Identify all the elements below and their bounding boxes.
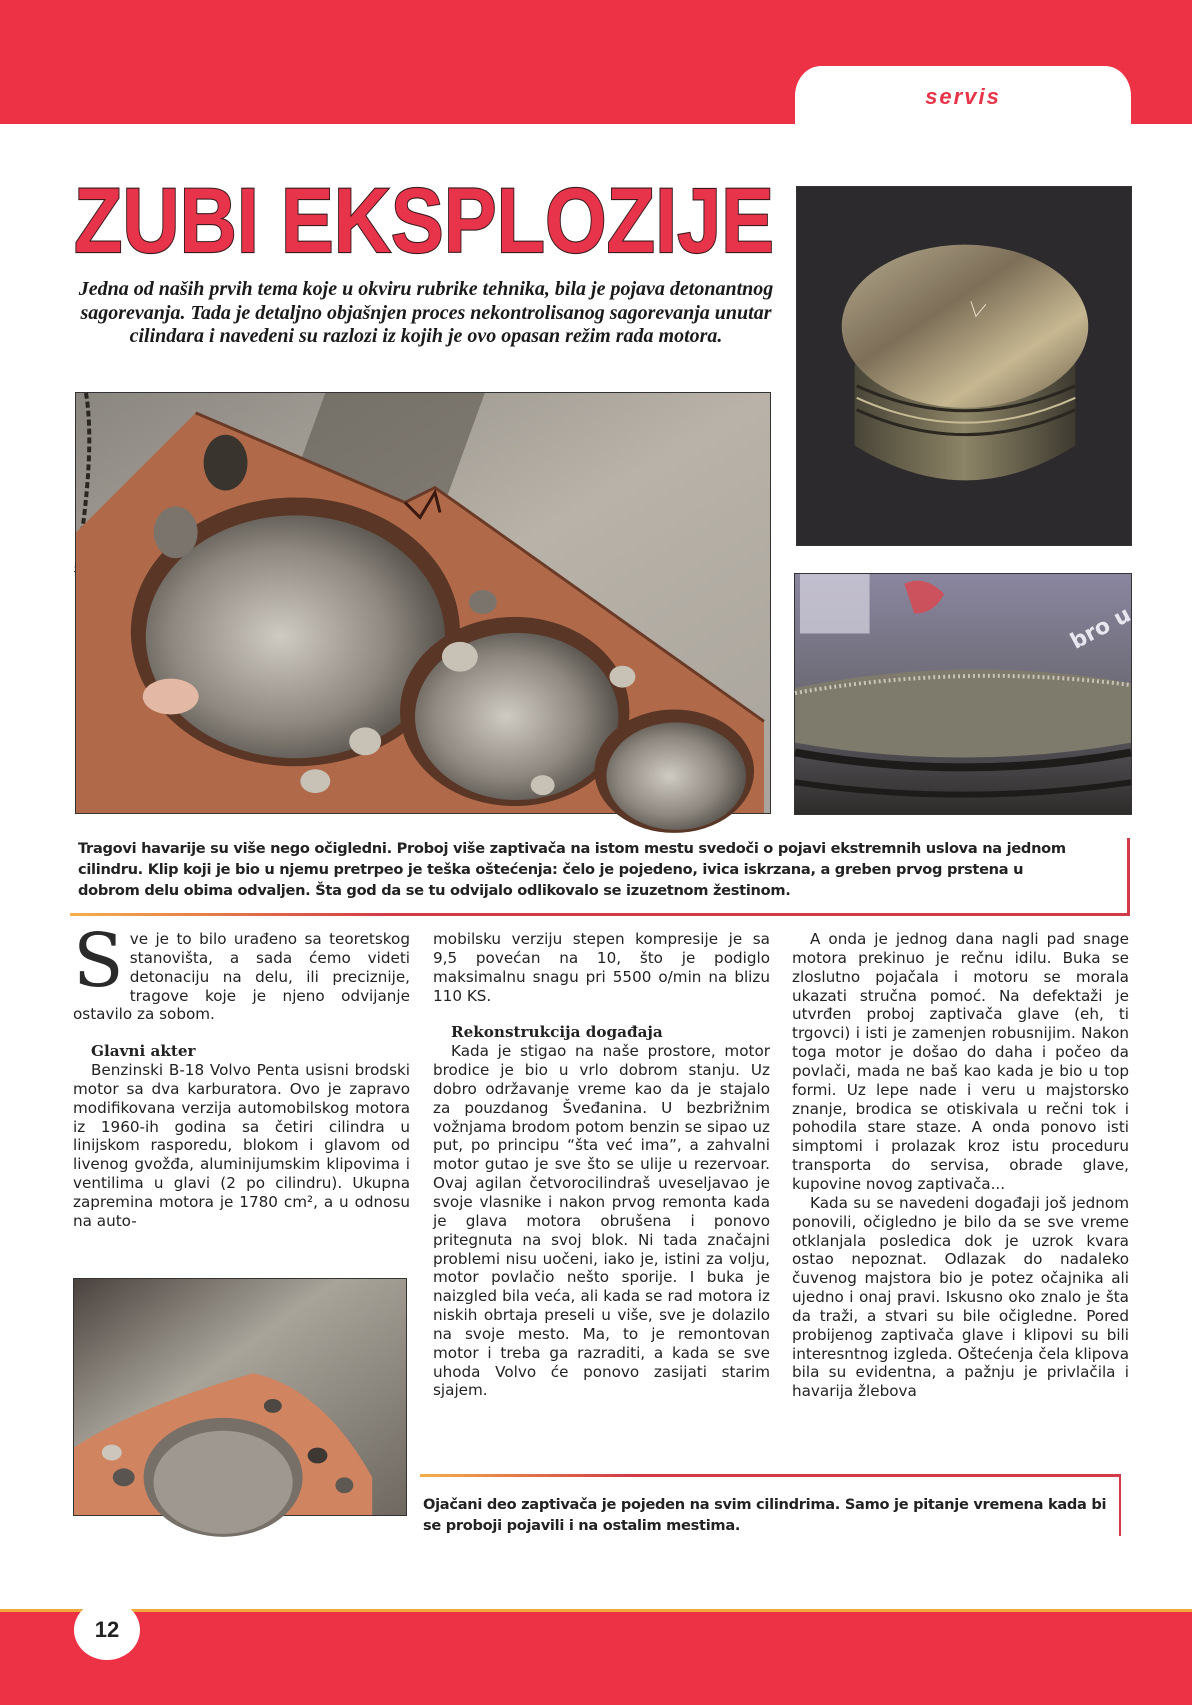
photo-gasket-reinforced-area bbox=[73, 1278, 407, 1516]
photo-head-gasket-damaged bbox=[75, 392, 771, 814]
section-label: servis bbox=[925, 84, 1001, 109]
section-heading-rekonstrukcija: Rekonstrukcija događaja bbox=[451, 1023, 663, 1042]
photo-piston-top bbox=[796, 186, 1132, 546]
photo-piston-crown-damage bbox=[794, 573, 1136, 815]
section-heading-glavni-akter: Glavni akter bbox=[91, 1042, 196, 1061]
photo-caption-main: Tragovi havarije su više nego očigledni. Proboj više zaptivača na istom mestu svedoči o pojavi ekstremnih uslova na jednom cilindru. Klip koji je bio u njemu pretrpeo je teška oštećenja: čelo je pojedeno, ivica iskrzana, a greben prvog prstena u dobrom delu obima odvaljen. Šta god da se tu odvijalo odlikovalo se izuzetnom žestinom. bbox=[78, 840, 1066, 899]
paragraph: Kada su se navedeni događaji još jednom ponovili, očigledno je bilo da se sve vreme otklanjala posledica dok je uzrok kvara ostao nepoznat. Odlazak do nadaleko čuvenog majstora bio je potez očajnika ali ujedno i onaj pravi. Iskusno oko znalo je šta da traži, a stvari su bile očigledne. Pored probijenog zaptivača glave i klipovi su bili interesntnog izgleda. Oštećenja čela klipova bila su evidentna, a pažnju je privlačila i havarija žlebova bbox=[792, 1193, 1129, 1401]
article-title bbox=[70, 170, 778, 272]
footer-band bbox=[0, 1609, 1192, 1705]
article-title-text: ZUBI EKSPLOZIJE bbox=[74, 170, 774, 272]
intro-text: ve je to bilo urađeno sa teoretskog stanovišta, a sada ćemo videti detonaciju na delu, ili preciznije, tragove koje je njeno odvijanje ostavilo za sobom. bbox=[73, 930, 410, 1024]
section-tab bbox=[795, 66, 1131, 128]
paragraph: mobilsku verziju stepen kompresije je sa 9,5 povećan na 10, što je podiglo maksimalnu snagu pri 5500 o/min na blizu 110 KS. bbox=[433, 930, 770, 1005]
paragraph: Benzinski B-18 Volvo Penta usisni brodski motor sa dva karburatora. Ovo je zapravo modifikovana verzija automobilskog motora iz 1960-ih godina sa četiri cilindra u linijskom rasporedu, blokom i glavom od livenog gvožđa, aluminijumskim klipovima i ventilima u glavi (2 po cilindru). Ukupna zapremina motora je 1780 cm², a u odnosu na auto- bbox=[73, 1061, 410, 1230]
paragraph: Kada je stigao na naše prostore, motor brodice je bio u vrlo dobrom stanju. Uz dobro održavanje vreme kao da je stajalo za pouzdanog Šveđanina. U bezbrižnim vožnjama brodom potom benzin se sipao uz put, po principu “šta već ima”, a zahvalni motor gutao je sve što se ulije u rezervoar. Ovaj agilan četvorocilindraš uveseljavao je svoje vlasnike i nakon prvog remonta kada je glava motora obrušena i ponovo pritegnuta na svoj blok. Ni tada značajni problemi nisu uočeni, iako je, istini za volju, motor povlačio nešto sporije. I buka je naizgled bila veća, ali kada se rad motora iz niskih obrtaja preseli u više, sve je dolazilo na svoje mesto. Ma, to je remontovan motor i treba ga razraditi, a kada se sve uhoda Volvo će ponovo zasijati starim sjajem. bbox=[433, 1042, 770, 1400]
paragraph: A onda je jednog dana nagli pad snage motora prekinuo je rečnu idilu. Buka se zloslutno pojačala i motoru se morala ukazati stručna pomoć. Na defektaži je utvrđen proboj zaptivača glave (eh, ti trgovci) i isti je zamenjen robusnijim. Nakon toga motor je došao do daha i počeo da povlači, mada ne baš kao kada je bio u top formi. Uz lepe nade i veru u majstorsko znanje, brodica se otiskivala u rečni tok i pohodila stare staze. A onda ponovo isti simptomi i prolazak kroz istu proceduru transporta do servisa, obrade glave, kupovine novog zaptivača... bbox=[792, 930, 1129, 1193]
page-number: 12 bbox=[94, 1617, 120, 1642]
article-column-1 bbox=[73, 918, 410, 1231]
page-number-badge bbox=[74, 1600, 140, 1660]
drop-cap: S bbox=[73, 918, 124, 1004]
article-column-2 bbox=[433, 930, 770, 1400]
article-column-3 bbox=[792, 930, 1129, 1401]
article-lead: Jedna od naših prvih tema koje u okviru rubrike tehnika, bila je pojava detonantnog sagorevanja. Tada je detaljno objašnjen proces nekontrolisanog sagorevanja unutar cilindara i navedeni su razlozi iz kojih je ovo opasan režim rada motora. bbox=[78, 278, 774, 347]
intro-paragraph bbox=[73, 918, 410, 1024]
photo-crown-label: bro u bbox=[1066, 602, 1136, 655]
photo-caption-secondary: Ojačani deo zaptivača je pojeden na svim cilindrima. Samo je pitanje vremena kada bi se proboji pojavili i na ostalim mestima. bbox=[423, 1496, 1107, 1534]
